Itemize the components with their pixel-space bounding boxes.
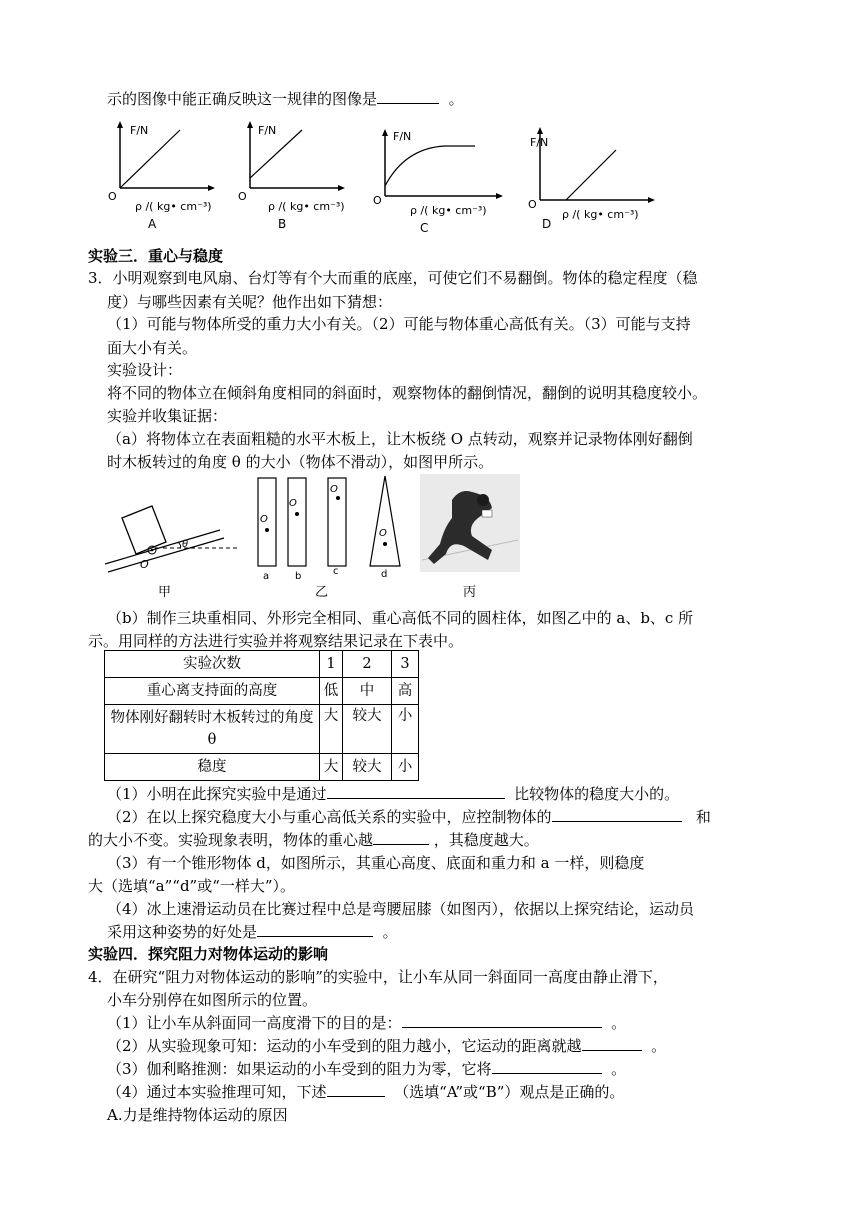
graph-b-origin: O xyxy=(238,190,247,203)
period: 。 xyxy=(611,1014,627,1032)
label-yi: 乙 xyxy=(315,585,329,600)
answer-blank[interactable] xyxy=(327,783,505,799)
figure-yi xyxy=(258,476,400,600)
s3-q3: （3）有一个锥形物体 d，如图所示，其重心高度、底面和重力和 a 一样，则稳度 xyxy=(107,854,645,872)
q2-tail-text: 示的图像中能正确反映这一规律的图像是 xyxy=(107,90,378,108)
table-cell: 物体刚好翻转时木板转过的角度 θ xyxy=(105,705,320,754)
q2-text: （2）在以上探究稳度大小与重心高低关系的实验中，应控制物体的 xyxy=(107,808,552,826)
table-cell: 较大 xyxy=(343,705,392,754)
cylinder-b xyxy=(288,478,306,566)
section3-heading: 实验三．重心与稳度 xyxy=(88,247,224,265)
s4-q3 xyxy=(107,1058,626,1080)
graph-a-origin: O xyxy=(108,190,117,203)
theta-label: θ xyxy=(182,539,189,550)
s4-q2 xyxy=(107,1035,666,1057)
s3-q4: （4）冰上速滑运动员在比赛过程中总是弯腰屈膝（如图丙），依据以上探究结论，运动员 xyxy=(107,900,695,918)
s4-q4-text: （4）通过本实验推理可知，下述 xyxy=(107,1083,327,1101)
s3-line7: 实验并收集证据： xyxy=(107,407,228,425)
table-cell: 稳度 xyxy=(105,754,320,781)
answer-blank[interactable] xyxy=(492,1058,602,1074)
figure-jia xyxy=(105,506,240,600)
answer-blank[interactable] xyxy=(373,829,429,845)
s3-q1 xyxy=(107,783,679,805)
answer-blank[interactable] xyxy=(552,806,682,822)
label-d: d xyxy=(381,569,388,580)
table-cell: 中 xyxy=(343,678,392,705)
label-a: a xyxy=(263,571,270,582)
graph-b-xlabel: ρ /( kg• cm⁻³) xyxy=(268,200,345,213)
s4-option-a: A.力是维持物体运动的原因 xyxy=(107,1106,288,1124)
answer-blank[interactable] xyxy=(327,1081,385,1097)
graph-b xyxy=(238,121,345,231)
s3-line4: 面大小有关。 xyxy=(107,339,198,357)
q1-text: （1）小明在此探究实验中是通过 xyxy=(107,785,327,803)
table-cell: 小 xyxy=(392,754,419,781)
s4-q2-text: （2）从实验现象可知：运动的小车受到的阻力越小，它运动的距离就越 xyxy=(107,1037,582,1055)
section4-heading: 实验四．探究阻力对物体运动的影响 xyxy=(88,945,329,963)
table-row xyxy=(105,678,419,705)
s4-line2: 小车分别停在如图所示的位置。 xyxy=(107,991,318,1009)
label-c: c xyxy=(333,566,339,577)
table-cell: 高 xyxy=(392,678,419,705)
o-b: O xyxy=(289,498,297,509)
s3-q4-cont xyxy=(107,921,398,943)
graph-d-ylabel: F/N xyxy=(530,136,549,149)
table-row xyxy=(105,705,419,754)
graph-c-origin: O xyxy=(373,194,382,207)
s4-q1 xyxy=(107,1012,626,1034)
graph-b-letter: B xyxy=(278,217,287,231)
answer-blank[interactable] xyxy=(582,1035,642,1051)
table-row xyxy=(105,754,419,781)
q2-and: 和 xyxy=(695,808,711,826)
graph-d-xlabel: ρ /( kg• cm⁻³) xyxy=(562,208,639,221)
period: 。 xyxy=(611,1060,627,1078)
s3-line11: 示。用同样的方法进行实验并将观察结果记录在下表中。 xyxy=(88,632,464,650)
graph-a-xlabel: ρ /( kg• cm⁻³) xyxy=(135,200,212,213)
s4-line1: 4．在研究“阻力对物体运动的影响”的实验中，让小车从同一斜面同一高度由静止滑下， xyxy=(88,968,668,986)
q1-text-end: 比较物体的稳度大小的。 xyxy=(514,785,680,803)
s3-line10: （b）制作三块重相同、外形完全相同、重心高低不同的圆柱体，如图乙中的 a、b、c 所 xyxy=(107,609,694,627)
table-row xyxy=(105,651,419,678)
graph-c xyxy=(373,129,503,234)
o-d: O xyxy=(379,528,387,539)
period: 。 xyxy=(651,1037,667,1055)
graph-d-origin: O xyxy=(528,198,537,211)
o-c: O xyxy=(330,484,338,495)
q2-text-end: ，其稳度越大。 xyxy=(433,831,539,849)
graph-c-xlabel: ρ /( kg• cm⁻³) xyxy=(410,204,487,217)
label-jia: 甲 xyxy=(158,585,172,600)
graph-a-line xyxy=(120,130,180,188)
period: 。 xyxy=(382,923,398,941)
answer-blank[interactable] xyxy=(257,921,373,937)
period: 。 xyxy=(448,90,464,108)
pivot-o-label: O xyxy=(140,558,149,571)
table-cell: 大 xyxy=(320,754,343,781)
s3-q2 xyxy=(107,806,711,828)
s4-q4 xyxy=(107,1081,624,1103)
table-cell: 2 xyxy=(343,651,392,678)
graph-a-letter: A xyxy=(148,217,157,231)
graph-b-line xyxy=(250,130,302,178)
s3-line2: 度）与哪些因素有关呢？他作出如下猜想： xyxy=(107,293,393,311)
experiment-table xyxy=(104,650,419,781)
figure-bing xyxy=(420,474,520,600)
graph-c-letter: C xyxy=(420,221,429,234)
s3-q2-cont xyxy=(88,829,539,851)
s4-q3-text: （3）伽利略推测：如果运动的小车受到的阻力为零，它将 xyxy=(107,1060,492,1078)
cone-d xyxy=(370,476,400,566)
answer-blank[interactable] xyxy=(377,88,439,104)
label-bing: 丙 xyxy=(463,585,477,600)
graph-d xyxy=(528,127,655,231)
graph-a xyxy=(108,121,215,231)
s3-line9: 时木板转过的角度 θ 的大小（物体不滑动），如图甲所示。 xyxy=(107,453,494,471)
graph-b-ylabel: F/N xyxy=(258,124,277,137)
graph-a-ylabel: F/N xyxy=(130,124,149,137)
q2-tail-line xyxy=(107,88,464,110)
s3-line8: （a）将物体立在表面粗糙的水平木板上，让木板绕 O 点转动，观察并记录物体刚好翻倒 xyxy=(107,430,693,448)
graph-c-curve xyxy=(385,146,475,186)
table-cell: 实验次数 xyxy=(105,651,320,678)
s3-line1: 3．小明观察到电风扇、台灯等有个大而重的底座，可使它们不易翻倒。物体的稳定程度（稳 xyxy=(88,269,698,287)
graph-d-letter: D xyxy=(542,217,552,231)
s3-q3-cont: 大（选填“a”“d”或“一样大”）。 xyxy=(88,877,296,895)
s3-line5: 实验设计： xyxy=(107,361,183,379)
s4-q4-text-end: （选填“A”或“B”）观点是正确的。 xyxy=(394,1083,625,1101)
q2-text-cont: 的大小不变。实验现象表明，物体的重心越 xyxy=(88,831,374,849)
s3-line3: （1）可能与物体所受的重力大小有关。（2）可能与物体重心高低有关。（3）可能与支持 xyxy=(107,315,691,333)
graph-c-ylabel: F/N xyxy=(393,130,412,143)
table-cell: 3 xyxy=(392,651,419,678)
graph-d-line xyxy=(566,150,616,200)
figure-row xyxy=(100,470,530,602)
graph-options xyxy=(100,118,680,234)
block-on-board xyxy=(122,506,166,554)
table-cell: 较大 xyxy=(343,754,392,781)
answer-blank[interactable] xyxy=(402,1012,602,1028)
table-cell: 1 xyxy=(320,651,343,678)
s3-line6: 将不同的物体立在倾斜角度相同的斜面时，观察物体的翻倒情况，翻倒的说明其稳度较小。 xyxy=(107,384,708,402)
o-a: O xyxy=(260,514,268,525)
s4-q1-text: （1）让小车从斜面同一高度滑下的目的是： xyxy=(107,1014,402,1032)
table-cell: 重心离支持面的高度 xyxy=(105,678,320,705)
table-cell: 大 xyxy=(320,705,343,754)
table-cell: 低 xyxy=(320,678,343,705)
label-b: b xyxy=(295,571,302,582)
table-cell: 小 xyxy=(392,705,419,754)
q4-text: 采用这种姿势的好处是 xyxy=(107,923,258,941)
